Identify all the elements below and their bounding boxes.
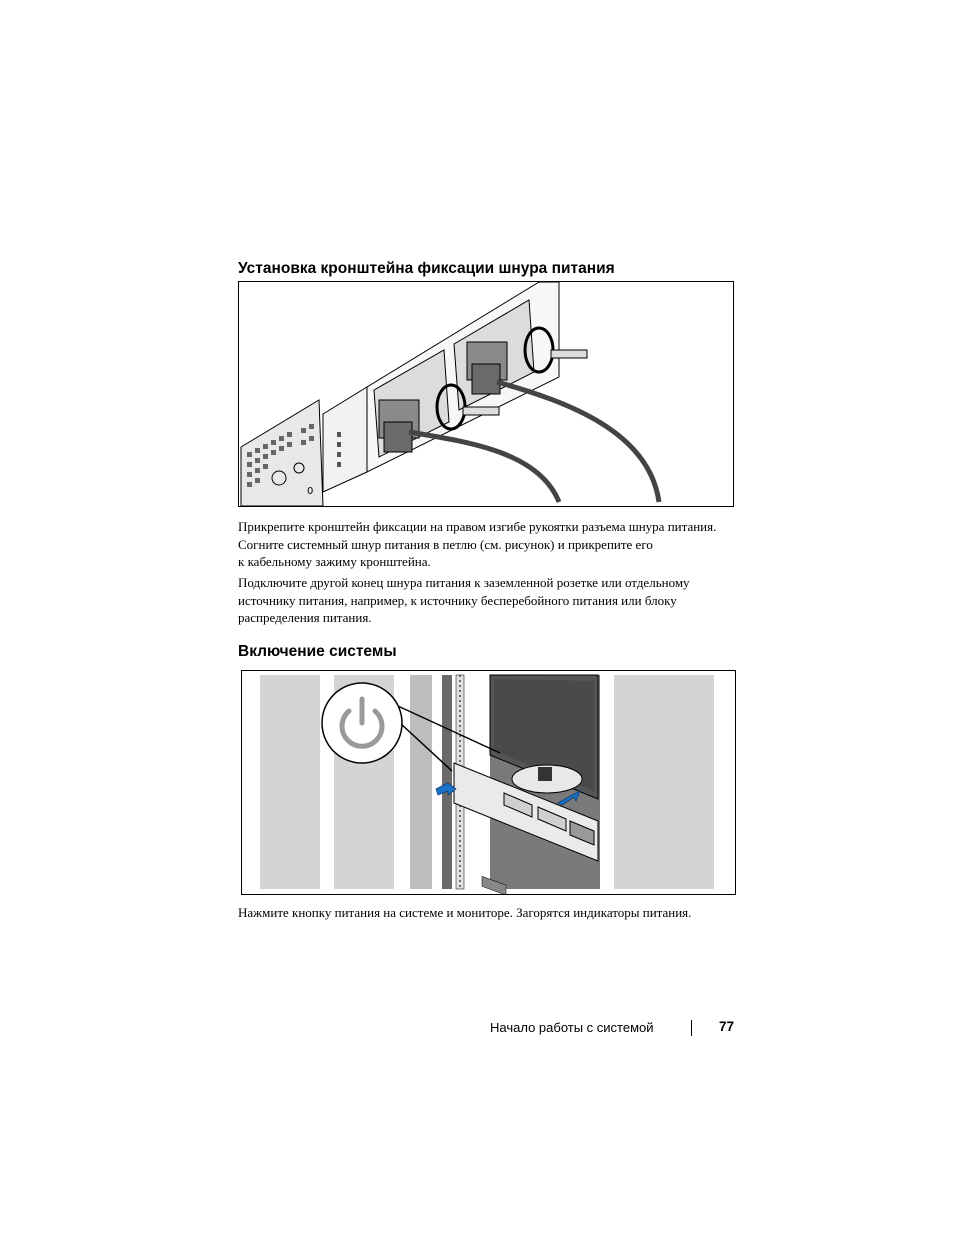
section-heading-power-cord-bracket: Установка кронштейна фиксации шнура питания	[238, 260, 615, 277]
footer-separator	[691, 1020, 692, 1036]
svg-text:0: 0	[307, 486, 314, 497]
paragraph-attach-bracket	[238, 518, 738, 571]
paragraph-line: Нажмите кнопку питания на системе и мониторе. Загорятся индикаторы питания.	[238, 905, 692, 920]
footer-chapter-title: Начало работы с системой	[490, 1020, 654, 1035]
page-number: 77	[719, 1019, 735, 1034]
paragraph-line: к кабельному зажиму кронштейна.	[238, 554, 431, 569]
paragraph-line: распределения питания.	[238, 610, 372, 625]
section-heading-power-on: Включение системы	[238, 643, 397, 660]
paragraph-line: Подключите другой конец шнура питания к заземленной розетке или отдельному	[238, 575, 690, 590]
paragraph-line: Согните системный шнур питания в петлю (см. рисунок) и прикрепите его	[238, 536, 653, 552]
power-cord-bracket-figure	[238, 281, 734, 507]
paragraph-press-power	[238, 904, 738, 922]
paragraph-connect-outlet	[238, 574, 738, 627]
paragraph-line: Прикрепите кронштейн фиксации на правом изгибе рукоятки разъема шнура питания.	[238, 519, 717, 534]
power-on-figure	[241, 670, 736, 895]
power-on-illustration	[242, 671, 735, 894]
paragraph-line: источнику питания, например, к источнику бесперебойного питания или блоку	[238, 592, 677, 608]
power-cord-illustration	[239, 282, 733, 506]
